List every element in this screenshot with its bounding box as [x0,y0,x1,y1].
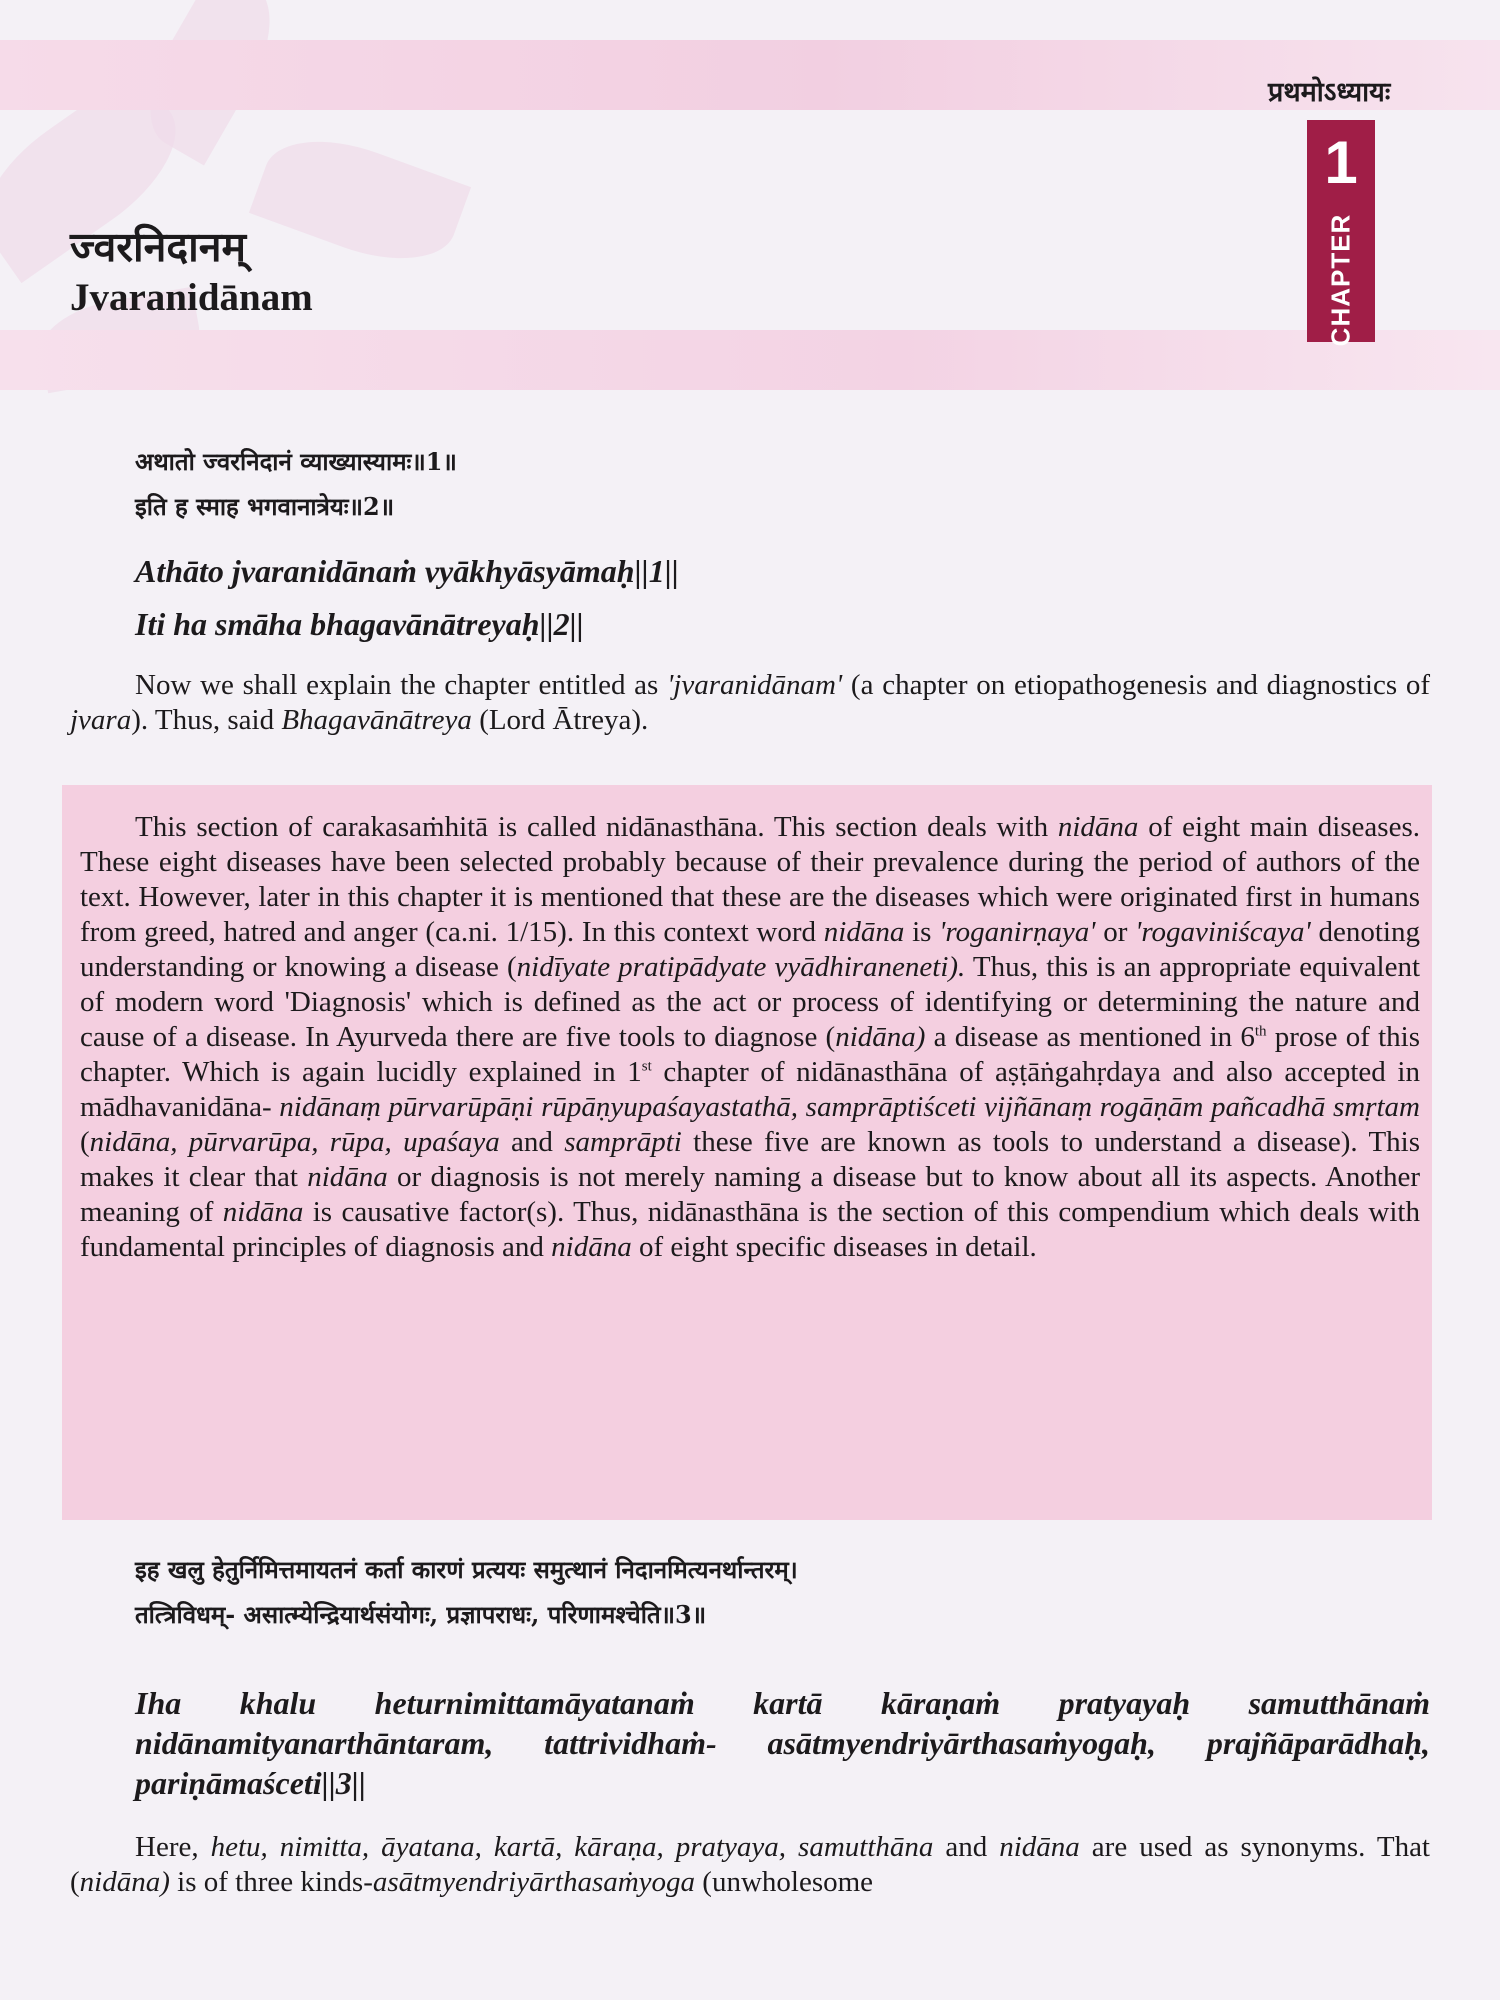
chapter-tab [1307,120,1375,347]
paragraph-translation-3: Here, hetu, nimitta, āyatana, kartā, kāraṇa, pratyaya, samutthāna and nidāna are used as synonyms. That (nidāna) is of three kinds-asātmyendriyārthasaṁyoga (unwholesome [70,1831,1430,1898]
chapter-number: 1 [1324,129,1358,196]
paragraph-translation-1: Now we shall explain the chapter entitled as 'jvaranidānam' (a chapter on etiopathogenesis and diagnostics of jvara). Thus, said Bhagavānātreya (Lord Ātreya). [70,669,1430,736]
verse-2-transliteration: Iti ha smāha bhagavānātreyaḥ||2|| [135,606,584,642]
verse-3-sanskrit-line-1: इह खलु हेतुर्निमित्तमायतनं कर्ता कारणं प्रत्ययः समुत्थानं निदानमित्यनर्थान्तरम्। [135,1555,798,1584]
verse-3-transliteration: Iha khalu heturnimittamāyatanaṁ kartā kāraṇaṁ pratyayaḥ samutthānaṁ nidānamityanarthāntaram, tattrividhaṁ- asātmyendriyārthasaṁyogaḥ, prajñāparādhaḥ, pariṇāmaśceti||3|| [135,1685,1430,1801]
verse-2-sanskrit: इति ह स्माह भगवानात्रेयः॥2॥ [135,492,395,521]
decorative-leaf [249,119,471,281]
commentary-paragraph: This section of carakasaṁhitā is called nidānasthāna. This section deals with nidāna of eight main diseases. These eight diseases have been selected probably because of their prevalence during the period of authors of the text. However, later in this chapter it is mentioned that these are the diseases which were originated first in humans from greed, hatred and anger (ca.ni. 1/15). In this context word nidāna is 'roganirṇaya' or 'rogaviniścaya' denoting understanding or knowing a disease (nidīyate pratipādyate vyādhiraneneti). Thus, this is an appropriate equivalent of modern word 'Diagnosis' which is defined as the act or process of identifying or determining the nature and cause of a disease. In Ayurveda there are five tools to diagnose (nidāna) a disease as mentioned in 6th prose of this chapter. Which is again lucidly explained in 1st chapter of nidānasthāna of aṣṭāṅgahṛdaya and also accepted in mādhavanidāna- nidānaṃ pūrvarūpāṇi rūpāṇyupaśayastathā, samprāptiśceti vijñānaṃ rogāṇām pañcadhā smṛtam (nidāna, pūrvarūpa, rūpa, upaśaya and samprāpti these five are known as tools to understand a disease). This makes it clear that nidāna or diagnosis is not merely naming a disease but to know about all its aspects. Another meaning of nidāna is causative factor(s). Thus, nidānasthāna is the section of this compendium which deals with fundamental principles of diagnosis and nidāna of eight specific diseases in detail. [80,811,1421,1263]
verse-1-transliteration: Athāto jvaranidānaṁ vyākhyāsyāmaḥ||1|| [135,553,679,589]
chapter-title-devanagari: ज्वरनिदानम् [70,223,247,271]
header-band-lower [0,330,1500,390]
verse-1-sanskrit: अथातो ज्वरनिदानं व्याख्यास्यामः॥1॥ [135,447,457,476]
chapter-title-roman: Jvaranidānam [70,276,313,319]
running-head: प्रथमोऽध्यायः [1268,77,1391,108]
chapter-label: CHAPTER [1325,213,1356,347]
verse-3-sanskrit-line-2: तत्त्रिविधम्- असात्म्येन्द्रियार्थसंयोगः, प्रज्ञापराधः, परिणामश्चेति॥3॥ [135,1600,707,1629]
